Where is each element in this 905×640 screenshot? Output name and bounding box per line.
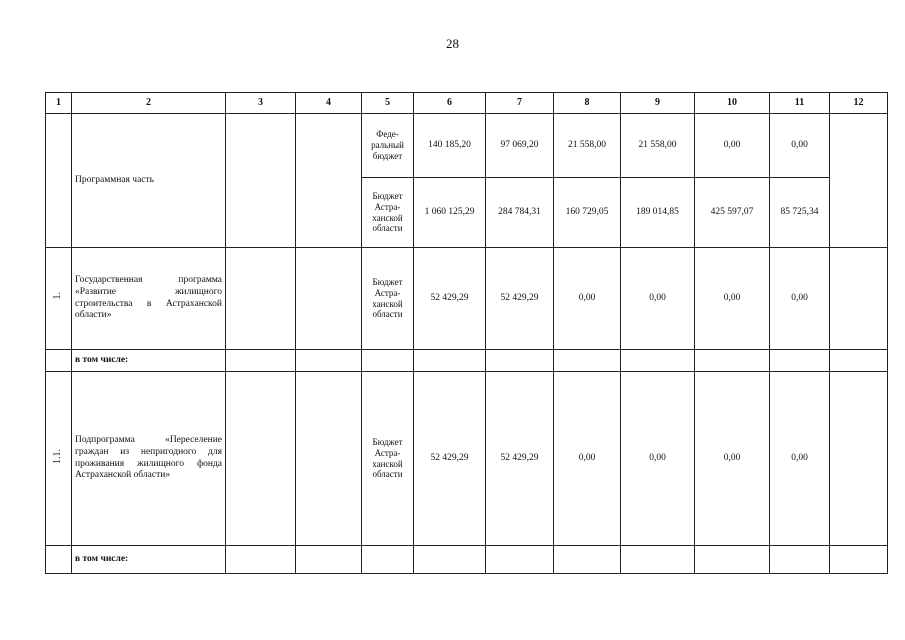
empty-cell xyxy=(486,546,554,574)
header-cell: 12 xyxy=(830,93,888,114)
value-cell: 0,00 xyxy=(770,372,830,546)
value-cell: 140 185,20 xyxy=(414,114,486,178)
value-cell: 284 784,31 xyxy=(486,178,554,248)
value-cell: 97 069,20 xyxy=(486,114,554,178)
value-cell: 52 429,29 xyxy=(414,372,486,546)
empty-cell xyxy=(296,248,362,350)
value-cell: 0,00 xyxy=(554,248,621,350)
empty-cell xyxy=(226,372,296,546)
empty-cell xyxy=(486,350,554,372)
value-cell: 425 597,07 xyxy=(695,178,770,248)
funding-source: Бюджет Астра-ханской области xyxy=(362,248,414,350)
value-cell: 0,00 xyxy=(621,248,695,350)
value-cell: 1 060 125,29 xyxy=(414,178,486,248)
empty-cell xyxy=(554,546,621,574)
value-cell: 0,00 xyxy=(770,248,830,350)
empty-cell xyxy=(830,546,888,574)
empty-cell xyxy=(770,546,830,574)
row-name: Подпрограмма «Переселение граждан из непригодного для проживания жилищного фонда Астраханской области» xyxy=(72,372,226,546)
header-cell: 11 xyxy=(770,93,830,114)
header-cell: 1 xyxy=(46,93,72,114)
program-part-name: Программная часть xyxy=(72,114,226,248)
empty-cell xyxy=(621,546,695,574)
program-part-federal-row xyxy=(46,114,888,178)
empty-cell xyxy=(226,114,296,248)
empty-cell xyxy=(414,350,486,372)
value-cell: 0,00 xyxy=(695,248,770,350)
header-cell: 6 xyxy=(414,93,486,114)
value-cell: 0,00 xyxy=(554,372,621,546)
empty-cell xyxy=(695,546,770,574)
header-cell: 8 xyxy=(554,93,621,114)
empty-cell xyxy=(46,546,72,574)
value-cell: 85 725,34 xyxy=(770,178,830,248)
empty-cell xyxy=(695,350,770,372)
empty-cell xyxy=(296,350,362,372)
value-cell: 21 558,00 xyxy=(554,114,621,178)
row-1-including xyxy=(46,350,888,372)
including-label: в том числе: xyxy=(72,546,226,574)
empty-cell xyxy=(226,546,296,574)
value-cell: 52 429,29 xyxy=(486,248,554,350)
empty-cell xyxy=(830,114,888,248)
value-cell: 0,00 xyxy=(695,372,770,546)
funding-source: Бюджет Астра-ханской области xyxy=(362,178,414,248)
program-part-number-cell xyxy=(46,114,72,248)
funding-source: Бюджет Астра-ханской области xyxy=(362,372,414,546)
empty-cell xyxy=(830,350,888,372)
empty-cell xyxy=(770,350,830,372)
header-cell: 4 xyxy=(296,93,362,114)
empty-cell xyxy=(414,546,486,574)
budget-table xyxy=(45,92,888,574)
row-name: Государственная программа «Развитие жилищного строительства в Астраханской области» xyxy=(72,248,226,350)
header-cell: 2 xyxy=(72,93,226,114)
value-cell: 189 014,85 xyxy=(621,178,695,248)
empty-cell xyxy=(554,350,621,372)
empty-cell xyxy=(296,372,362,546)
header-row xyxy=(46,93,888,114)
header-cell: 9 xyxy=(621,93,695,114)
empty-cell xyxy=(226,248,296,350)
row-1-1 xyxy=(46,372,888,546)
empty-cell xyxy=(362,546,414,574)
empty-cell xyxy=(830,248,888,350)
value-cell: 52 429,29 xyxy=(486,372,554,546)
header-cell: 7 xyxy=(486,93,554,114)
empty-cell xyxy=(226,350,296,372)
header-cell: 5 xyxy=(362,93,414,114)
value-cell: 0,00 xyxy=(621,372,695,546)
value-cell: 52 429,29 xyxy=(414,248,486,350)
row-1-1-including xyxy=(46,546,888,574)
empty-cell xyxy=(362,350,414,372)
empty-cell xyxy=(46,350,72,372)
row-number: 1.1. xyxy=(52,448,64,464)
funding-source: Феде-ральный бюджет xyxy=(362,114,414,178)
value-cell: 21 558,00 xyxy=(621,114,695,178)
value-cell: 0,00 xyxy=(695,114,770,178)
empty-cell xyxy=(621,350,695,372)
row-number-cell xyxy=(46,372,72,546)
header-cell: 3 xyxy=(226,93,296,114)
page-number: 28 xyxy=(446,36,459,51)
value-cell: 160 729,05 xyxy=(554,178,621,248)
empty-cell xyxy=(296,114,362,248)
row-number: 1. xyxy=(52,292,64,300)
row-1 xyxy=(46,248,888,350)
header-cell: 10 xyxy=(695,93,770,114)
row-number-cell xyxy=(46,248,72,350)
empty-cell xyxy=(830,372,888,546)
empty-cell xyxy=(296,546,362,574)
value-cell: 0,00 xyxy=(770,114,830,178)
including-label: в том числе: xyxy=(72,350,226,372)
